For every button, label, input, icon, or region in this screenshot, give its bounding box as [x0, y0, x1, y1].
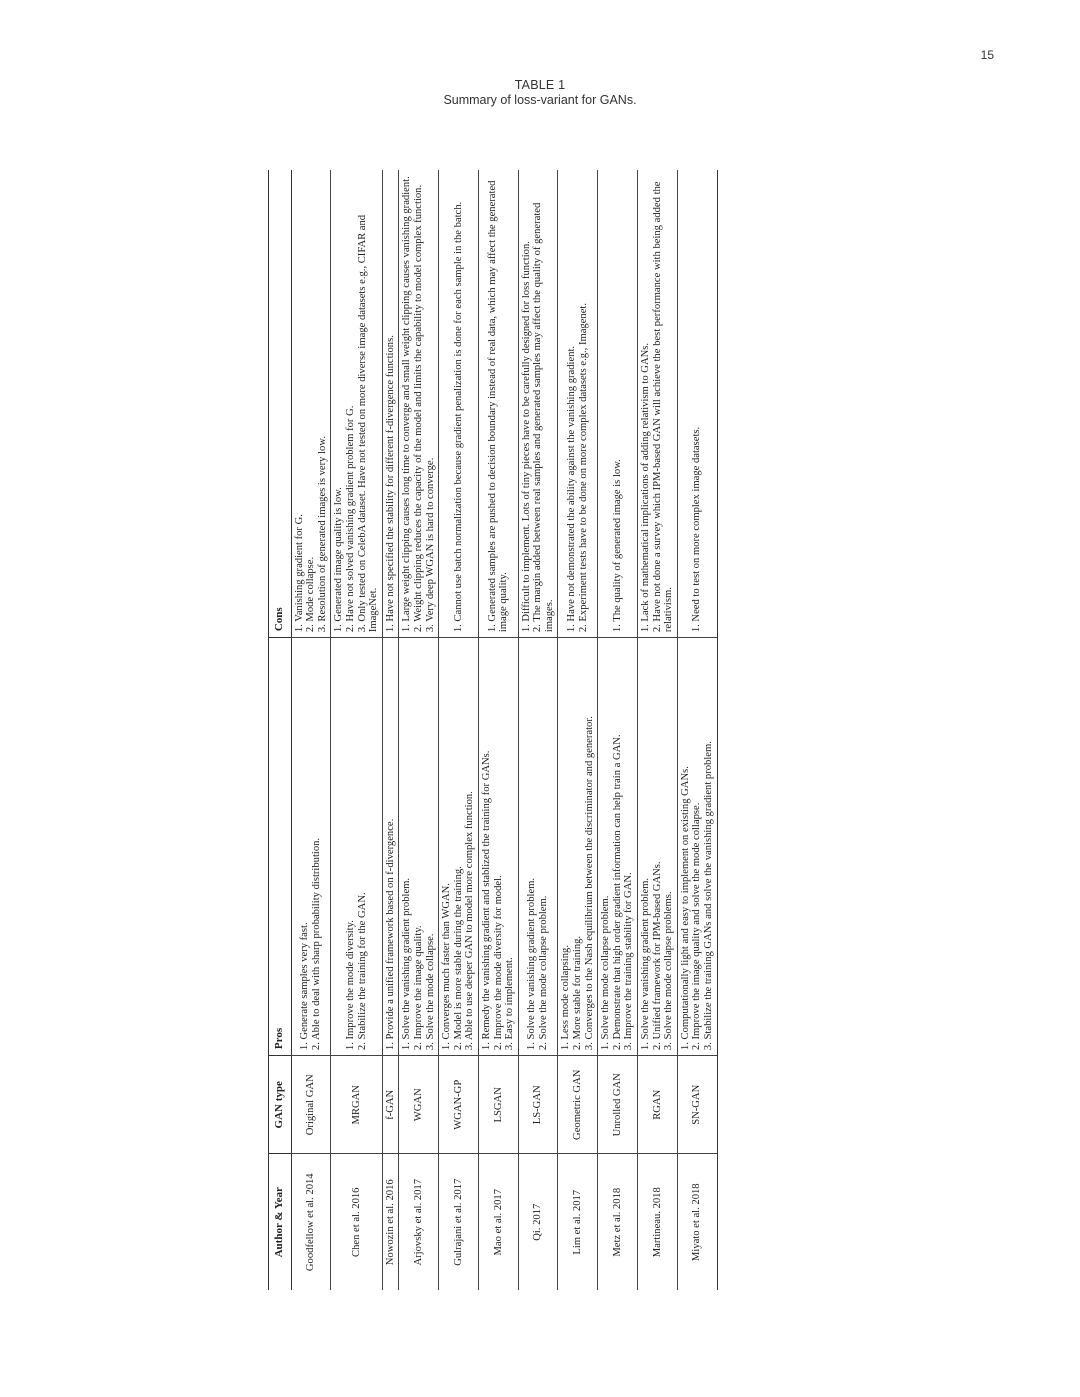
table-caption: [0, 78, 1080, 108]
pros-item: 1. Provide a unified framework based on f-divergence.: [384, 818, 396, 1051]
cons-item: 1. Generated image quality is low.: [333, 487, 345, 633]
cell-author-year: Chen et al. 2016: [331, 1154, 382, 1290]
pros-item: 2. Improve the image quality.: [412, 925, 424, 1051]
cell-author-year: Miyato et al. 2018: [677, 1154, 717, 1290]
table-row: [439, 170, 479, 1290]
pros-item: 3. Converges to the Nash equilibrium between the discriminator and generator.: [583, 716, 595, 1051]
table-row: [518, 170, 558, 1290]
cons-item: 1. The quality of generated image is low.: [611, 459, 623, 633]
cell-gan-type: Unrolled GAN: [598, 1056, 638, 1154]
cell-pros: [518, 638, 558, 1056]
table-row: [558, 170, 598, 1290]
cell-author-year: Martineau. 2018: [638, 1154, 678, 1290]
cell-author-year: Mao et al. 2017: [478, 1154, 518, 1290]
table-row: [598, 170, 638, 1290]
cons-item: 1. Have not demonstrated the ability against the vanishing gradient.: [566, 345, 578, 633]
cons-item: 1. Have not specified the stability for different f-divergence functions.: [384, 335, 396, 633]
cell-author-year: Arjovsky et al. 2017: [399, 1154, 439, 1290]
cell-pros: [439, 638, 479, 1056]
cell-author-year: Gulrajani et al. 2017: [439, 1154, 479, 1290]
pros-item: 1. Solve the vanishing gradient problem.: [640, 877, 652, 1051]
cons-item: 2. The margin added between real samples and generated samples may affect the quality of generated images.: [532, 202, 555, 633]
cell-gan-type: WGAN-GP: [439, 1056, 479, 1154]
pros-item: 2. Improve the image quality and solve the mode collapse.: [691, 802, 703, 1051]
cell-cons: [677, 170, 717, 638]
table-row: [382, 170, 399, 1290]
pros-item: 1. Generate samples very fast.: [299, 922, 311, 1051]
table-body: [291, 170, 717, 1290]
header-pros: Pros: [269, 638, 292, 1056]
cell-author-year: Nowozin et al. 2016: [382, 1154, 399, 1290]
cell-author-year: Metz et al. 2018: [598, 1154, 638, 1290]
cell-cons: [598, 170, 638, 638]
pros-item: 1. Computationally light and easy to implement on existing GANs.: [679, 766, 691, 1051]
cons-item: 2. Have not done a survey which IPM-based GAN will achieve the best performance with being added the relativism.: [651, 181, 675, 633]
pros-item: 1. Less mode collapsing.: [560, 945, 572, 1051]
loss-variant-table: [268, 170, 718, 1290]
pros-item: 2. Able to deal with sharp probability distribution.: [310, 837, 322, 1051]
cell-pros: [399, 638, 439, 1056]
cell-author-year: Qi. 2017: [518, 1154, 558, 1290]
cell-cons: [558, 170, 598, 638]
cell-cons: [478, 170, 518, 638]
cell-cons: [638, 170, 678, 638]
cons-item: 2. Experiment tests have to be done on more complex datasets e.g., Imagenet.: [577, 302, 589, 633]
cell-pros: [558, 638, 598, 1056]
pros-item: 2. Improve the mode diversity for model.: [492, 875, 504, 1051]
cell-pros: [331, 638, 382, 1056]
cons-item: 1. Lack of mathematical implications of adding relativism to GANs.: [640, 342, 652, 633]
cell-gan-type: LSGAN: [478, 1056, 518, 1154]
cons-item: 2. Mode collapse.: [305, 556, 317, 633]
pros-item: 3. Easy to implement.: [504, 957, 516, 1051]
rotated-table-container: [268, 170, 828, 1290]
pros-item: 1. Solve the mode collapse problem.: [600, 895, 612, 1051]
cell-pros: [291, 638, 331, 1056]
table-row: [331, 170, 382, 1290]
table-row: [638, 170, 678, 1290]
table-title: Summary of loss-variant for GANs.: [443, 93, 637, 107]
cell-gan-type: Geometric GAN: [558, 1056, 598, 1154]
cons-item: 2. Have not solved vanishing gradient problem for G.: [344, 405, 356, 633]
cell-pros: [638, 638, 678, 1056]
pros-item: 1. Improve the mode diversity.: [344, 920, 356, 1051]
pros-item: 3. Solve the mode collapse.: [424, 933, 436, 1051]
cell-gan-type: Original GAN: [291, 1056, 331, 1154]
pros-item: 2. Stabilize the training for the GAN.: [356, 892, 368, 1051]
header-cons: Cons: [269, 170, 292, 638]
cons-item: 1. Cannot use batch normalization because gradient penalization is done for each sample in the batch.: [452, 201, 464, 633]
pros-item: 1. Solve the vanishing gradient problem.: [401, 877, 413, 1051]
cell-pros: [598, 638, 638, 1056]
pros-item: 1. Converges much faster than WGAN.: [441, 883, 453, 1051]
cell-author-year: Goodfellow et al. 2014: [291, 1154, 331, 1290]
pros-item: 3. Improve the training stability for GAN.: [623, 872, 635, 1051]
cell-cons: [399, 170, 439, 638]
cell-cons: [382, 170, 399, 638]
pros-item: 2. Demonstrate that high order gradient information can help train a GAN.: [611, 734, 623, 1051]
cell-gan-type: SN-GAN: [677, 1056, 717, 1154]
pros-item: 3. Able to use deeper GAN to model more complex function.: [464, 791, 476, 1051]
cons-item: 1. Need to test on more complex image datasets.: [691, 426, 703, 633]
cell-cons: [518, 170, 558, 638]
cell-cons: [291, 170, 331, 638]
cons-item: 1. Vanishing gradient for G.: [293, 514, 305, 633]
header-gan-type: GAN type: [269, 1056, 292, 1154]
cons-item: 3. Very deep WGAN is hard to converge.: [424, 457, 436, 633]
cell-gan-type: f-GAN: [382, 1056, 399, 1154]
table-label: TABLE 1: [514, 78, 566, 92]
table-row: [478, 170, 518, 1290]
pros-item: 2. More stable for training.: [572, 935, 584, 1051]
pros-item: 1. Remedy the vanishing gradient and stablized the training for GANs.: [480, 750, 492, 1051]
pros-item: 3. Stabilize the training GANs and solve the vanishing gradient problem.: [703, 741, 714, 1051]
pros-item: 2. Unified framework for IPM-based GANs.: [651, 861, 663, 1051]
pros-item: 3. Solve the mode collapse problems.: [663, 891, 675, 1051]
cons-item: 1. Difficult to implement. Lots of tiny pieces have to be carefully designed for loss function.: [520, 241, 532, 633]
pros-item: 1. Solve the vanishing gradient problem.: [526, 877, 538, 1051]
pros-item: 2. Model is more stable during the training.: [452, 866, 464, 1051]
pros-item: 2. Solve the mode collapse problem.: [538, 895, 550, 1051]
cell-pros: [382, 638, 399, 1056]
cell-cons: [439, 170, 479, 638]
page-number: 15: [980, 48, 994, 62]
cons-item: 1. Large weight clipping causes long time to converge and small weight clipping causes vanishing gradient.: [401, 176, 413, 633]
table-row: [291, 170, 331, 1290]
table-header-row: [269, 170, 292, 1290]
cell-gan-type: WGAN: [399, 1056, 439, 1154]
cell-pros: [677, 638, 717, 1056]
table-row: [399, 170, 439, 1290]
header-author-year: Author & Year: [269, 1154, 292, 1290]
table-row: [677, 170, 717, 1290]
cell-gan-type: RGAN: [638, 1056, 678, 1154]
cell-author-year: Lim et al. 2017: [558, 1154, 598, 1290]
cell-cons: [331, 170, 382, 638]
cons-item: 3. Resolution of generated images is very low.: [316, 436, 328, 633]
cons-item: 1. Generated samples are pushed to decision boundary instead of real data, which may affect the generated image quality.: [486, 180, 510, 633]
cons-item: 3. Only tested on CelebA dataset. Have not tested on more diverse image datasets e.g., CIFAR and ImageNet.: [356, 214, 380, 633]
cell-pros: [478, 638, 518, 1056]
cons-item: 2. Weight clipping reduces the capacity of the model and limits the capability to model complex function.: [412, 184, 424, 633]
cell-gan-type: MRGAN: [331, 1056, 382, 1154]
cell-gan-type: LS-GAN: [518, 1056, 558, 1154]
